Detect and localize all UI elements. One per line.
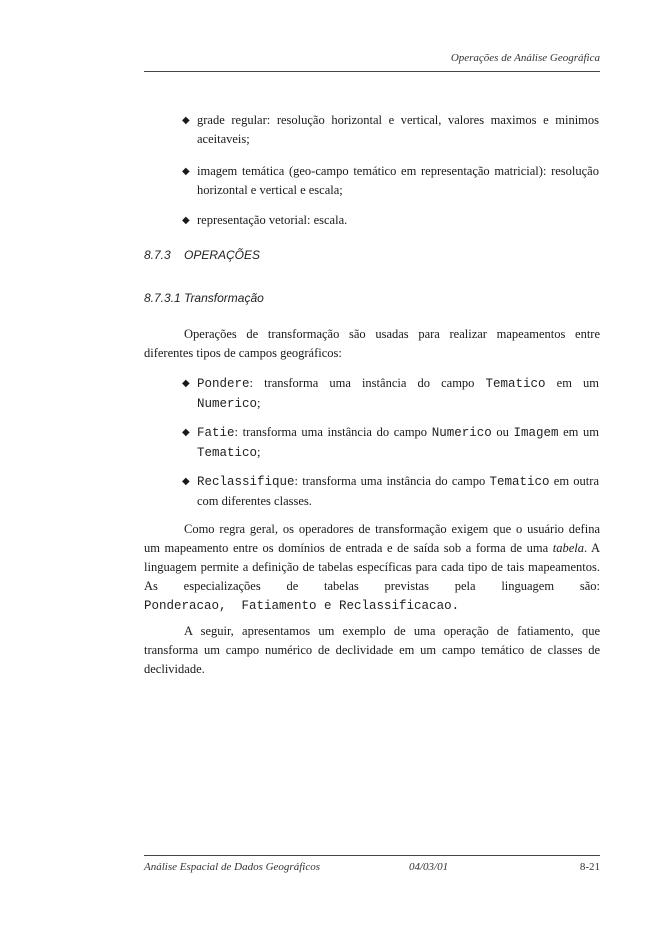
operator-name: Reclassifique: [197, 475, 295, 489]
footer-rule: [144, 855, 600, 856]
text-span: em um: [545, 376, 599, 390]
table-type-code: Ponderacao,: [144, 599, 227, 613]
text-span: em um: [558, 425, 600, 439]
list-item-text: grade regular: resolução horizontal e vertical, valores maximos e minimos aceitaveis;: [197, 113, 599, 146]
field-type: Tematico: [197, 446, 258, 460]
bullet-icon: ◆: [182, 166, 190, 177]
operator-name: Fatie: [197, 426, 235, 440]
header-rule: [144, 71, 600, 72]
emphasis-text: tabela: [552, 541, 584, 555]
field-type: Numerico: [431, 426, 492, 440]
text-span: em outra com diferentes classes.: [197, 474, 599, 508]
paragraph-text: . A linguagem permite a definição de tabelas específicas para cada tipo de tais mapeamentos. As especializações de tabelas previstas pela linguagem são:: [144, 541, 601, 593]
paragraph-text: Operações de transformação são usadas para realizar mapeamentos entre diferentes tipos de campos geográficos:: [144, 327, 600, 360]
page-footer: [144, 861, 600, 877]
text-span: ou: [491, 425, 514, 439]
bullet-icon: ◆: [182, 378, 190, 389]
bullet-icon: ◆: [182, 215, 190, 226]
paragraph-text: Como regra geral, os operadores de transformação exigem que o usuário defina um mapeamento entre os domínios de entrada e de saída sob a forma de uma: [144, 522, 600, 555]
subsection-number: 8.7.3.1: [144, 291, 181, 305]
running-header: Operações de Análise Geográfica: [450, 52, 600, 64]
paragraph-rule: [144, 520, 600, 616]
field-type: Tematico: [485, 377, 546, 391]
text-span: : transforma uma instância do campo: [249, 376, 486, 390]
section-number: 8.7.3: [144, 248, 171, 262]
field-type: Numerico: [197, 397, 258, 411]
text-span: : transforma uma instância do campo: [234, 425, 432, 439]
paragraph-example: [144, 622, 600, 679]
subsection-title: Transformação: [184, 291, 264, 305]
field-type: Tematico: [489, 475, 550, 489]
subsection-heading: [144, 291, 264, 305]
list-item-text: imagem temática (geo-campo temático em representação matricial): resolução horizontal e vertical e escala;: [197, 164, 599, 197]
list-item-text: representação vetorial: escala.: [197, 213, 348, 227]
footer-title: Análise Espacial de Dados Geográficos: [144, 861, 320, 873]
text-span: ;: [257, 396, 261, 410]
text-span: : transforma uma instância do campo: [294, 474, 490, 488]
section-title: OPERAÇÕES: [184, 248, 261, 262]
operator-name: Pondere: [197, 377, 250, 391]
bullet-icon: ◆: [182, 115, 190, 126]
paragraph-intro: [144, 325, 600, 363]
paragraph-text: A seguir, apresentamos um exemplo de uma operação de fatiamento, que transforma um campo numérico de declividade em um campo temático de classes de declividade.: [144, 624, 600, 676]
section-heading: [144, 248, 260, 262]
page-number: 8-21: [579, 861, 600, 873]
table-type-code: Fatiamento e Reclassificacao.: [241, 599, 460, 613]
text-span: ;: [257, 445, 261, 459]
footer-date: 04/03/01: [409, 861, 449, 873]
bullet-icon: ◆: [182, 476, 190, 487]
field-type: Imagem: [513, 426, 559, 440]
bullet-icon: ◆: [182, 427, 190, 438]
